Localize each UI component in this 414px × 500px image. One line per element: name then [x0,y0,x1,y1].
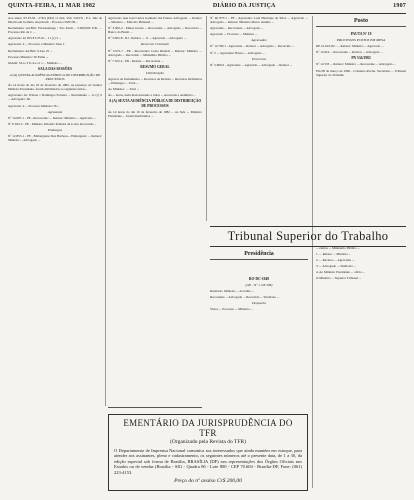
paragraph: Às 14 horas do dia 19 de fevereiro de 1982 ... na Sala ... Ministro Presidente ... foram distribuídos ... [108,109,202,118]
paragraph: Em 08 de março de 1982 - Cristiano Rocha, Secretário ... Tribunal Superior do Trabalho [316,68,406,77]
paragraph: ... eleitos ... Ministério Público ... [316,246,360,250]
paragraph: Agravado ... Processo ... Ministro ... [210,32,258,37]
tst-column-right [316,246,406,488]
paragraph: Nº 12.853-1 - PE - Embargante: Rui Barbosa... Embargado: ... Relator: Ministro ... Advogado ... [8,133,102,143]
rule [108,407,202,408]
ementario-ad-box [108,414,308,491]
process-ref: (AE - Nº 1 2/8-TM) [245,283,273,288]
section-heading: PN 534/1982 [351,56,371,61]
paragraph: Agravado: Ana José Carlos Ganhado das Pontes. Advogado: ... Relator ... Ministro ... Marcelo Pimentel ... [108,16,202,25]
column-divider [105,16,106,406]
paragraph: Nº 12.533 ... Relator: Ministro ... Recorrente ... Advogado ... [316,62,396,67]
presidencia-heading: Presidência [210,251,308,260]
paragraph: Nº 2.600/2 - Agravante ... Agravado ... Advogado ... Relator ... [210,62,293,67]
section-heading: Agravante [47,109,63,114]
paragraph: Nº 14.697-1 - PE - Recorrente: ... Relator: Ministro ... Agravado ... [8,115,96,120]
column-3 [210,16,308,221]
section-subheading: PROCESSOS POSTOS EM MESA [336,38,386,43]
paragraph: Às 14 horas do dia 18 de fevereiro de 1982, na presença do Senhor Ministro Presidente, foram distribuídos os seguintes feitos... [8,83,102,92]
ad-price: Preço do nº avulso Cr$ 200,00 [174,478,242,485]
paragraph: Nº 2 ... Agravante: Banco ... Advogado ... [210,50,265,55]
column-1 [8,16,102,498]
paragraph: O Ministro ... Superior Tribunal ... [316,276,362,281]
paragraph: Relatório: Ministro ... Acórdão ... [210,289,254,294]
paragraph: RE 21.616-82 - ... Relator: Ministro ... Agravado ... [316,44,384,49]
paragraph: 4. Ao Ministro Presidente ... ofício ... [316,270,365,275]
header-rule [8,13,406,14]
paragraph: Nº 6 943-3 - PE - Ministro Orlando Teixeira da Costa, Recorrido... [8,121,96,126]
paragraph: Reclamante: Ad-Brit: 0 Ano 25 ... [8,48,53,53]
paragraph: Agravante: Av. Wilson 1 Domingos Ferreira ... Reclamante ... 11 (c) S ... Advogado: Dr. [8,93,102,102]
paragraph: Agravante ... Recorrente ... Advogado ... [210,26,264,31]
paragraph: Nº 3.002-8 - RJ - Relator ... 11 ... Agravado ... Advogado ... [108,36,187,41]
paragraph: Recorrente ... Advogado ... Recorrido ... Sindicato ... [210,295,280,300]
paragraph: Agravos de Instrumento ... Recursos de Revista ... Recursos Ordinários ... Embargos ... Total ... [108,77,202,86]
column-2 [108,16,202,421]
section-heading: A (A) SEXTA AUDIÊNCIA PÚBLICA DE DISTRIBUIÇÃO DE PROCESSOS [108,99,202,108]
column-divider [312,16,313,488]
section-heading: Processos [251,56,267,61]
section-heading: SALA DAS SESSÕES [38,66,72,71]
header-date: QUINTA-FEIRA, 11 MAR 1982 [8,3,96,9]
page-header [8,3,406,13]
section-heading: Agravados [251,38,267,43]
paragraph: Agravado: 42 053 8 I/25 01 .. 11 (c) 5 ... [8,36,62,41]
section-heading: Despacho [252,301,266,306]
paragraph: Agravado: 4 ... Processo e Ministro Vazo J. [8,42,65,47]
paragraph: Nº 12.616 ... Recorrente ... Relator ... Advogado ... [316,50,383,55]
paragraph: Aos autos: 63 PJ-M - 276/4 (DO) 11 mai. Vab. 5201/8 - F.J., Juiz de Direito em Goiânia. Arquivado - Processo 50/0130... [8,16,102,25]
paragraph: Vistos ... Processo ... Ministro ... [210,307,253,312]
pauta-heading: PAUTA Nº 19 [350,32,372,36]
paragraph: Nº 3.500-2 - Minas Gerais ... Recorrente ... Advogado ... Recorrido ... Banco do Brasil ... [108,26,202,35]
paragraph: Às ... horas, nada mais havendo a tratar ... encerrada a audiência ... [108,93,196,98]
section-heading: Embargos [47,127,63,132]
paragraph: Nº 12.700/1 - Agravante ... Relator ... Advogado ... Recorrido ... [210,44,295,49]
section-subheading: Distribuição [146,70,164,75]
paragraph: Processo Ministro: 56 Esthe ... [8,54,49,59]
header-page-number: 1907 [393,3,406,9]
paragraph: Nº 7.102-2 - PR - Relator ... Recorrente ... [108,58,164,63]
section-heading: Recursos Criminais [141,42,169,47]
paragraph: Ao Ministro: ... Total ... [108,87,140,92]
paragraph: 2. ... Recurso ... Agravante ... [316,258,355,263]
ad-title: EMENTÁRIO DA JURISPRUDÊNCIA DO TFR [123,418,293,438]
paragraph: Reclamante: Ad-Brit: Pirassununga / São Paulo - 5.000,000 Trib. ... Processo Rio de J. ... [8,26,102,35]
ad-body: O Departamento de Imprensa Nacional comunica aos interessados que ainda mantém em estoque, para atender aos assinantes, pleno e cadastramento, os seguintes números até o presente data, de 1 a 30, da edição especial sob forma de Brasília, BRASÍLIA (DF) nos representações dos Órgãos Oficiais nos Estados ou de vendas (Brasília - SIG - Quadra 06 - Lote 800 - CEP 70.604 - Brasília-DF, Fone: (061) 223-4153. [114,448,302,475]
tst-title: Tribunal Superior do Trabalho [210,226,406,247]
paragraph: Nº 46 875/1 - PE - Agravante: Luiz Henrique da Silva ... Agravado ... Advogado ... Relator: Ministro Marco Aurélio ... [210,16,308,25]
section-heading: RESUMO GERAL [140,64,170,69]
ad-subtitle: (Organizado pela Revista do TFR) [170,439,246,445]
posto-heading: Posto [316,18,406,27]
process-number: RO-DC-1049 [248,277,270,281]
header-title: DIÁRIO DA JUSTIÇA [212,3,276,9]
paragraph: Nº 5.672-7 - PR - Recorrente: Celso Rinaldi ... Relator: Ministro ... Advogado ... Recorrido ... Ministério Público ... [108,48,202,57]
paragraph: 1. ... Relator ... Ministro ... [316,252,352,257]
paragraph: Agravado: 4 ... Processo Ministro 56 ... [8,103,60,108]
paragraph: 3. ... Advogado ... Sindicato ... [316,264,357,269]
paragraph: Ordem: 52-G 3 E-4 a-11 1 ... Ministro ... [8,60,62,65]
column-4 [316,30,406,218]
section-subheading: A (A) QUINTA AUDIÊNCIA PÚBLICA DE DISTRIBUIÇÃO DE PROCESSOS [9,72,101,82]
column-divider [206,16,207,221]
